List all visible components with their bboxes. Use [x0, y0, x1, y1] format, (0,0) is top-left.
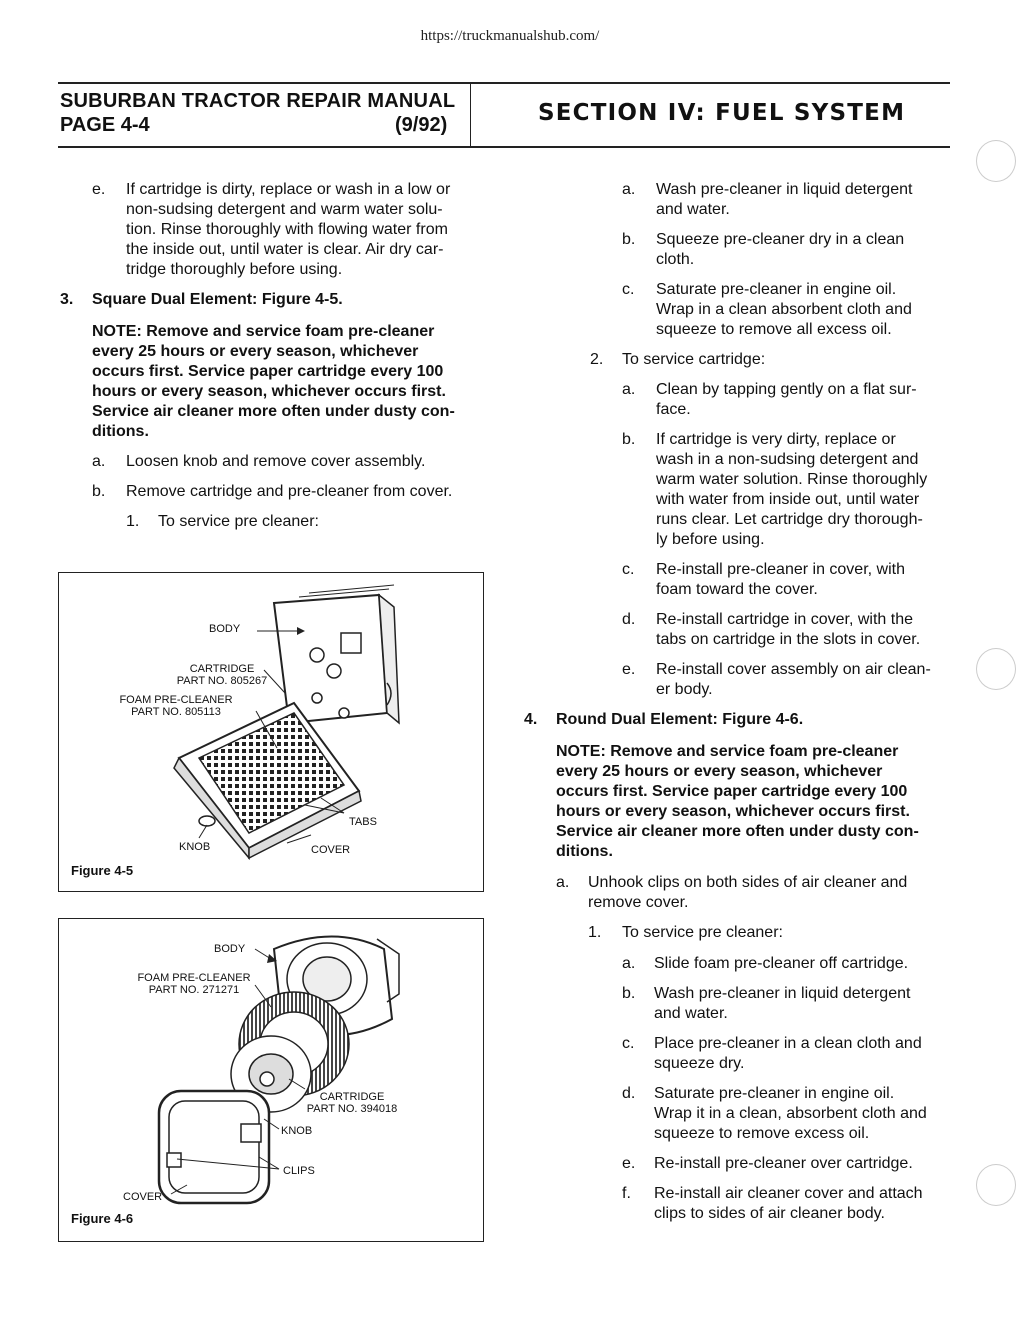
- label-line: FOAM PRE-CLEANER: [119, 694, 233, 706]
- step-text: [656, 610, 920, 650]
- text-line: hours or every season, whichever occurs first.: [556, 803, 910, 820]
- text-line: wash in a non-sudsing detergent and: [656, 451, 919, 468]
- text-line: squeeze dry.: [654, 1055, 745, 1072]
- figure-caption: Figure 4-6: [71, 1211, 134, 1226]
- source-url: https://truckmanualshub.com/: [420, 28, 600, 44]
- manual-title: SUBURBAN TRACTOR REPAIR MANUAL: [60, 90, 456, 112]
- text-line: foam toward the cover.: [656, 581, 818, 598]
- item-marker: b.: [92, 483, 106, 500]
- label-cartridge: [297, 1091, 407, 1115]
- text-line: cloth.: [656, 251, 695, 268]
- binder-hole: [976, 1164, 1016, 1206]
- step-text: [656, 660, 931, 700]
- step-text: [654, 1084, 927, 1144]
- figure-caption: Figure 4-5: [71, 863, 134, 878]
- item-marker: c.: [622, 561, 635, 578]
- text-line: squeeze to remove excess oil.: [654, 1125, 870, 1142]
- item-marker: e.: [622, 661, 636, 678]
- text-line: occurs first. Service paper cartridge every 100: [92, 363, 444, 380]
- label-foam-pre-cleaner: [129, 972, 259, 996]
- text-line: Re-install pre-cleaner in cover, with: [656, 561, 905, 578]
- section-heading: Round Dual Element: Figure 4-6.: [556, 711, 804, 728]
- step-text: [656, 380, 917, 420]
- step-text: Loosen knob and remove cover assembly.: [126, 453, 426, 470]
- item-marker: e.: [622, 1155, 636, 1172]
- step-text: [654, 1034, 922, 1074]
- text-line: Re-install cover assembly on air clean-: [656, 661, 931, 678]
- binder-hole: [976, 140, 1016, 182]
- text-line: ditions.: [556, 843, 613, 860]
- label-line: PART NO. 271271: [148, 984, 240, 996]
- page-date: (9/92): [395, 114, 448, 136]
- text-line: ditions.: [92, 423, 149, 440]
- section-marker: 4.: [524, 711, 538, 728]
- step-text: [654, 1184, 923, 1224]
- label-body: BODY: [214, 943, 246, 955]
- label-line: FOAM PRE-CLEANER: [137, 972, 251, 984]
- figure-4-6: [58, 918, 484, 1242]
- label-clips: CLIPS: [283, 1165, 315, 1177]
- text-line: tion. Rinse thoroughly with flowing water from: [126, 221, 448, 238]
- step-text: [656, 180, 912, 220]
- air-cleaner-square-illustration: [59, 573, 483, 891]
- text-line: Wrap in a clean absorbent cloth and: [656, 301, 912, 318]
- text-line: NOTE: Remove and service foam pre-cleaner: [556, 743, 899, 760]
- text-line: face.: [656, 401, 691, 418]
- label-body: BODY: [209, 623, 241, 635]
- item-marker: c.: [622, 1035, 635, 1052]
- label-line: PART NO. 805113: [131, 706, 221, 718]
- label-tabs: TABS: [349, 816, 377, 828]
- step-text: To service pre cleaner:: [622, 924, 783, 941]
- text-line: Place pre-cleaner in a clean cloth and: [654, 1035, 922, 1052]
- section-title: SECTION IV: FUEL SYSTEM: [538, 100, 906, 126]
- step-text: Slide foam pre-cleaner off cartridge.: [654, 955, 909, 972]
- text-line: clips to sides of air cleaner body.: [654, 1205, 885, 1222]
- text-line: non-sudsing detergent and warm water solu-: [126, 201, 443, 218]
- section-heading: Square Dual Element: Figure 4-5.: [92, 291, 343, 308]
- figure-4-5: [58, 572, 484, 892]
- step-text: Re-install pre-cleaner over cartridge.: [654, 1155, 913, 1172]
- text-line: Squeeze pre-cleaner dry in a clean: [656, 231, 905, 248]
- text-line: tridge thoroughly before using.: [126, 261, 343, 278]
- text-line: er body.: [656, 681, 713, 698]
- text-line: NOTE: Remove and service foam pre-cleaner: [92, 323, 435, 340]
- step-text: [656, 230, 904, 270]
- item-marker: d.: [622, 1085, 636, 1102]
- item-marker: 1.: [126, 513, 140, 530]
- step-text: [656, 430, 927, 550]
- text-line: If cartridge is dirty, replace or wash in a low or: [126, 181, 451, 198]
- text-line: and water.: [656, 201, 730, 218]
- item-marker: c.: [622, 281, 635, 298]
- item-marker: 2.: [590, 351, 604, 368]
- text-line: Clean by tapping gently on a flat sur-: [656, 381, 917, 398]
- text-line: every 25 hours or every season, whichever: [556, 763, 883, 780]
- label-cartridge: [167, 663, 277, 687]
- text-line: occurs first. Service paper cartridge every 100: [556, 783, 908, 800]
- text-line: ly before using.: [656, 531, 765, 548]
- section-marker: 3.: [60, 291, 74, 308]
- item-marker: a.: [556, 874, 570, 891]
- label-cover: COVER: [311, 844, 351, 856]
- header-divider: [470, 82, 471, 147]
- step-e-text: [126, 180, 450, 280]
- item-marker: d.: [622, 611, 636, 628]
- item-marker: 1.: [588, 924, 602, 941]
- text-line: Re-install air cleaner cover and attach: [654, 1185, 923, 1202]
- label-knob: KNOB: [281, 1125, 313, 1137]
- step-text: [656, 280, 912, 340]
- header-top-rule: [58, 82, 950, 84]
- text-line: runs clear. Let cartridge dry thorough-: [656, 511, 923, 528]
- text-line: Wash pre-cleaner in liquid detergent: [656, 181, 913, 198]
- label-cover: COVER: [123, 1191, 163, 1203]
- item-marker: b.: [622, 431, 636, 448]
- item-marker: a.: [622, 181, 636, 198]
- step-text: Remove cartridge and pre-cleaner from cover.: [126, 483, 453, 500]
- step-text: [654, 984, 910, 1024]
- label-line: PART NO. 805267: [176, 675, 268, 687]
- note-block: [556, 742, 919, 862]
- text-line: Saturate pre-cleaner in engine oil.: [654, 1085, 895, 1102]
- item-marker: a.: [92, 453, 106, 470]
- binder-hole: [976, 648, 1016, 690]
- note-block: [92, 322, 455, 442]
- step-text: To service cartridge:: [622, 351, 766, 368]
- text-line: warm water solution. Rinse thoroughly: [656, 471, 928, 488]
- step-text: [656, 560, 905, 600]
- item-marker: a.: [622, 955, 636, 972]
- text-line: and water.: [654, 1005, 728, 1022]
- item-marker: f.: [622, 1185, 631, 1202]
- label-line: CARTRIDGE: [189, 663, 255, 675]
- text-line: remove cover.: [588, 894, 689, 911]
- step-text: To service pre cleaner:: [158, 513, 319, 530]
- text-line: every 25 hours or every season, whichever: [92, 343, 419, 360]
- text-line: Service air cleaner more often under dusty con-: [556, 823, 919, 840]
- label-line: PART NO. 394018: [306, 1103, 398, 1115]
- text-line: hours or every season, whichever occurs first.: [92, 383, 446, 400]
- label-line: CARTRIDGE: [319, 1091, 385, 1103]
- step-text: [588, 873, 907, 913]
- text-line: Saturate pre-cleaner in engine oil.: [656, 281, 897, 298]
- page-number: PAGE 4-4: [60, 114, 150, 136]
- item-marker: b.: [622, 231, 636, 248]
- text-line: tabs on cartridge in the slots in cover.: [656, 631, 921, 648]
- text-line: Service air cleaner more often under dusty con-: [92, 403, 455, 420]
- text-line: squeeze to remove all excess oil.: [656, 321, 892, 338]
- item-marker: b.: [622, 985, 636, 1002]
- text-line: Re-install cartridge in cover, with the: [656, 611, 913, 628]
- item-marker: e.: [92, 181, 106, 198]
- text-line: the inside out, until water is clear. Air dry car-: [126, 241, 444, 258]
- text-line: Wash pre-cleaner in liquid detergent: [654, 985, 911, 1002]
- text-line: Unhook clips on both sides of air cleaner and: [588, 874, 908, 891]
- text-line: If cartridge is very dirty, replace or: [656, 431, 896, 448]
- header-bottom-rule: [58, 146, 950, 148]
- label-knob: KNOB: [179, 841, 211, 853]
- text-line: with water from inside out, until water: [656, 491, 920, 508]
- item-marker: a.: [622, 381, 636, 398]
- label-foam-pre-cleaner: [111, 694, 241, 718]
- text-line: Wrap it in a clean, absorbent cloth and: [654, 1105, 927, 1122]
